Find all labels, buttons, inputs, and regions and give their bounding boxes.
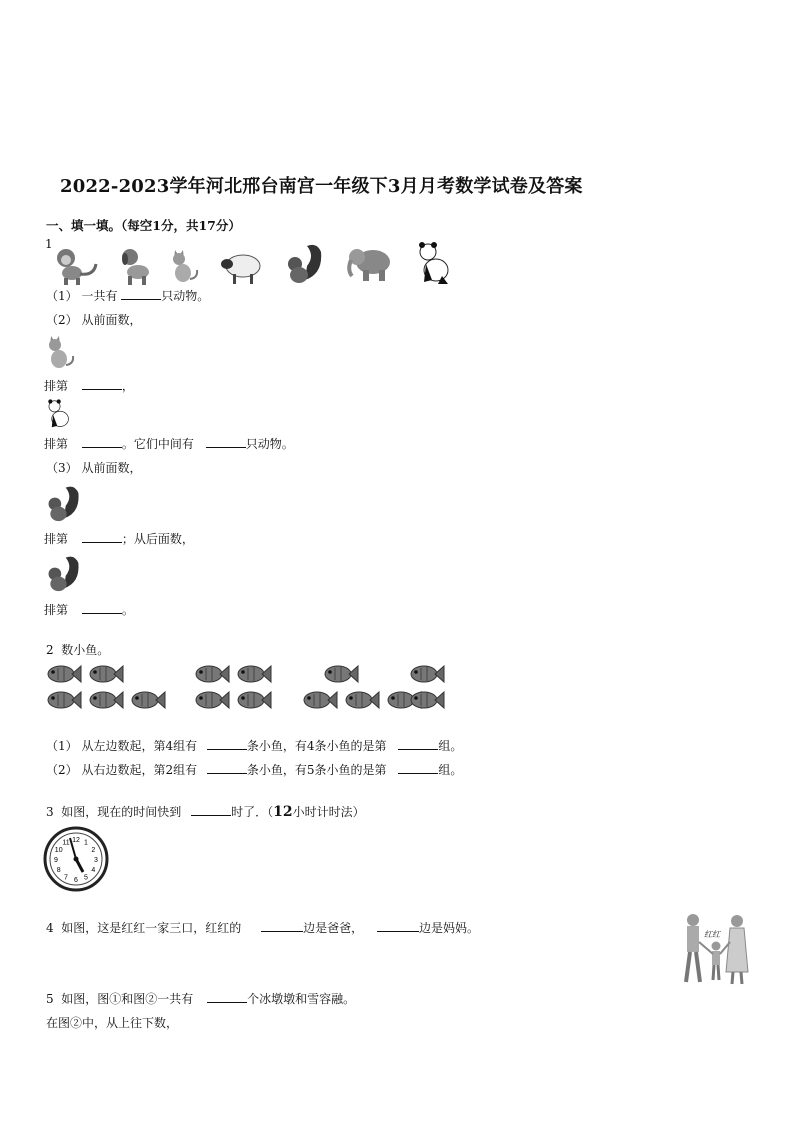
cat-icon (170, 246, 200, 286)
squirrel-icon (44, 482, 82, 524)
q1-part3a: 排第 ；从后面数， (44, 532, 194, 546)
fish-icon (46, 689, 82, 711)
answer-blank[interactable] (82, 435, 122, 448)
panda-icon (414, 240, 452, 286)
q1-part2b: 排第 。它们中间有 只动物。 (44, 437, 294, 451)
family-illustration (680, 912, 750, 986)
section-heading: 一、填一填。（每空1分，共17分） (46, 218, 241, 233)
clock-number: 4 (91, 867, 96, 874)
answer-blank[interactable] (206, 435, 246, 448)
answer-blank[interactable] (207, 761, 247, 774)
clock-number: 7 (64, 874, 68, 882)
clock-icon (43, 826, 109, 892)
q3-stem: 3 如图，现在的时间快到 时了．（12小时计时法） (46, 804, 365, 820)
answer-blank[interactable] (82, 601, 122, 614)
fish-icon (194, 689, 230, 711)
question-number: 1 (45, 237, 53, 251)
squirrel-icon (283, 240, 325, 286)
clock-number: 1 (84, 839, 88, 847)
monkey-icon (50, 246, 102, 286)
answer-blank[interactable] (398, 737, 438, 750)
fish-icon (344, 689, 380, 711)
answer-blank[interactable] (377, 919, 419, 932)
fish-icon (236, 689, 272, 711)
fish-icon (236, 663, 272, 685)
clock-number: 12 (72, 837, 80, 844)
q1-part2: （2） 从前面数， (46, 313, 142, 327)
clock-number: 5 (84, 874, 88, 882)
answer-blank[interactable] (82, 377, 122, 390)
answer-blank[interactable] (398, 761, 438, 774)
q2-part1: （1） 从左边数起，第4组有 条小鱼，有4条小鱼的是第 组。 (46, 739, 463, 753)
squirrel-icon (44, 552, 82, 594)
clock-number: 11 (62, 839, 70, 847)
fish-icon (88, 663, 124, 685)
clock-number: 8 (56, 867, 61, 874)
panda-icon (44, 398, 72, 430)
answer-blank[interactable] (261, 919, 303, 932)
page-title: 2022-2023学年河北邢台南宫一年级下3月月考数学试卷及答案 (60, 176, 583, 197)
q1-part3b: 排第 。 (44, 603, 134, 617)
cat-icon (46, 333, 76, 371)
fish-icon (323, 663, 359, 685)
q4-stem: 4 如图，这是红红一家三口，红红的 边是爸爸， 边是妈妈。 (46, 921, 479, 935)
answer-blank[interactable] (121, 287, 161, 300)
q2-stem: 2 数小鱼。 (46, 643, 110, 657)
sheep-icon (218, 246, 264, 286)
answer-blank[interactable] (82, 530, 122, 543)
q5-line2: 在图②中，从上往下数， (46, 1016, 179, 1030)
clock-number: 3 (94, 857, 98, 864)
q1-part2a: 排第 ， (44, 379, 134, 393)
answer-blank[interactable] (207, 737, 247, 750)
q1-part3: （3） 从前面数， (46, 461, 142, 475)
answer-blank[interactable] (191, 803, 231, 816)
family-label: 红红 (704, 930, 720, 939)
fish-icon (302, 689, 338, 711)
fish-icon (194, 663, 230, 685)
clock-number: 2 (91, 847, 96, 854)
fish-icon (88, 689, 124, 711)
fish-icon (46, 663, 82, 685)
q1-part1: （1） 一共有 只动物。 (46, 289, 210, 303)
answer-blank[interactable] (207, 990, 247, 1003)
dog-icon (118, 246, 154, 286)
q2-part2: （2） 从右边数起，第2组有 条小鱼，有5条小鱼的是第 组。 (46, 763, 463, 777)
elephant-icon (345, 242, 395, 284)
q5-stem: 5 如图，图①和图②一共有 个冰墩墩和雪容融。 (46, 992, 356, 1006)
clock-number: 9 (54, 857, 58, 864)
fish-icon (409, 663, 445, 685)
fish-icon (130, 689, 166, 711)
fish-icon (409, 689, 445, 711)
clock-number: 10 (54, 847, 63, 854)
clock-number: 6 (74, 877, 78, 884)
